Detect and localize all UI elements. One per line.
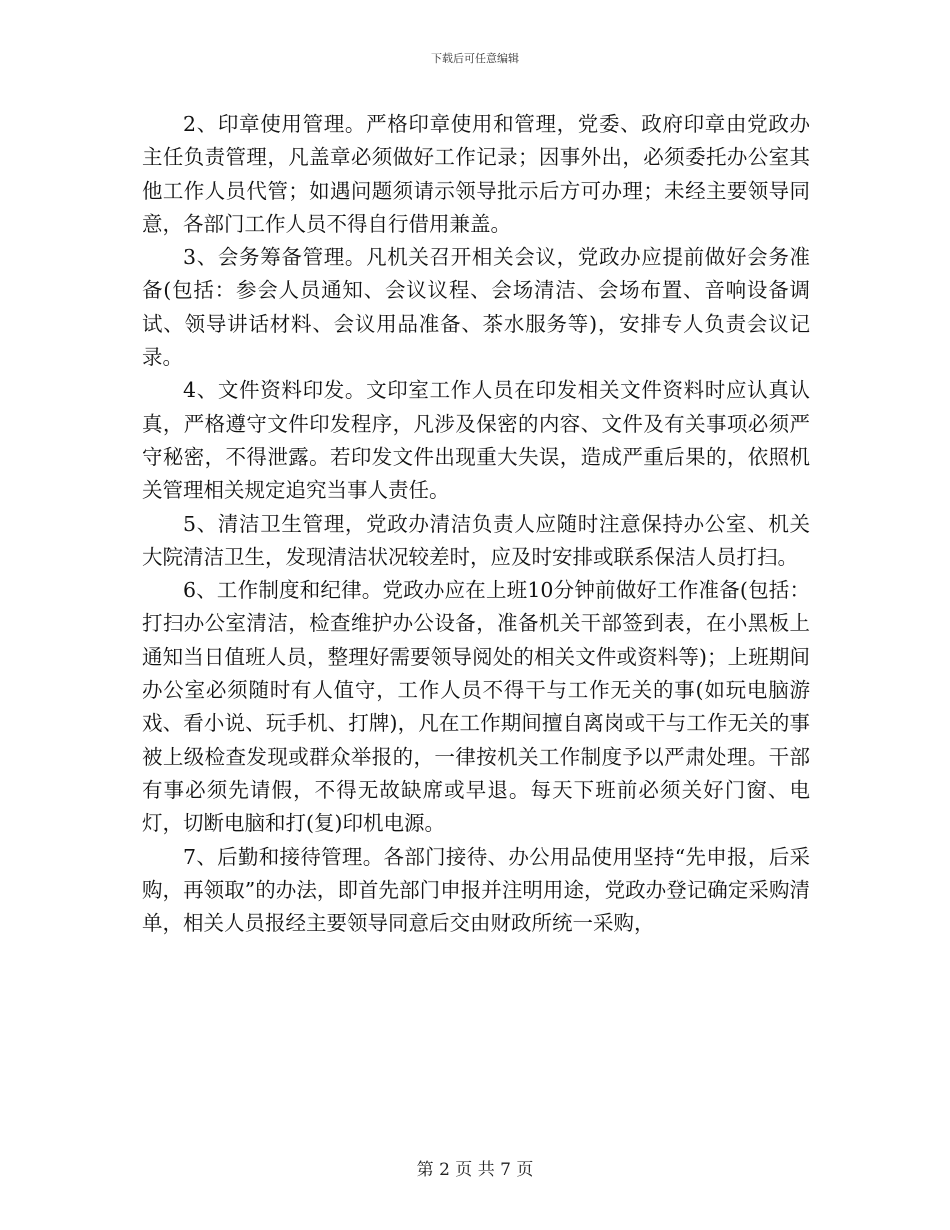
page-number-footer: 第 2 页 共 7 页 xyxy=(416,1160,534,1180)
paragraph-work-discipline: 6、工作制度和纪律。党政办应在上班10分钟前做好工作准备(包括：打扫办公室清洁，检查维护办公设备，准备机关干部签到表，在小黑板上通知当日值班人员，整理好需要领导阅处的相关文件或资料等)；上班期间办公室必须随时有人值守，工作人员不得干与工作无关的事(如玩电脑游戏、看小说、玩手机、打牌)，凡在工作期间擅自离岗或干与工作无关的事被上级检查发现或群众举报的，一律按机关工作制度予以严肃处理。干部有事必须先请假，不得无故缺席或早退。每天下班前必须关好门窗、电灯，切断电脑和打(复)印机电源。 xyxy=(142,578,810,836)
paragraph-document-printing: 4、文件资料印发。文印室工作人员在印发相关文件资料时应认真认真，严格遵守文件印发程序，凡涉及保密的内容、文件及有关事项必须严守秘密，不得泄露。若印发文件出现重大失误，造成严重后果的，依照机关管理相关规定追究当事人责任。 xyxy=(142,378,810,503)
paragraph-seal-management: 2、印章使用管理。严格印章使用和管理，党委、政府印章由党政办主任负责管理，凡盖章必须做好工作记录；因事外出，必须委托办公室其他工作人员代管；如遇问题须请示领导批示后方可办理；未经主要领导同意，各部门工作人员不得自行借用兼盖。 xyxy=(142,112,810,236)
page-header: 下载后可任意编辑 xyxy=(431,52,519,65)
paragraph-cleaning-management: 5、清洁卫生管理，党政办清洁负责人应随时注意保持办公室、机关大院清洁卫生，发现清洁状况较差时，应及时安排或联系保洁人员打扫。 xyxy=(142,511,810,569)
paragraph-logistics-reception: 7、后勤和接待管理。各部门接待、办公用品使用坚持“先申报，后采购，再领取”的办法，即首先部门申报并注明用途，党政办登记确定采购清单，相关人员报经主要领导同意后交由财政所统一采购， xyxy=(142,844,810,936)
document-body xyxy=(142,108,810,940)
paragraph-meeting-preparation: 3、会务筹备管理。凡机关召开相关会议，党政办应提前做好会务准备(包括：参会人员通知、会议议程、会场清洁、会场布置、音响设备调试、领导讲话材料、会议用品准备、茶水服务等)，安排专人负责会议记录。 xyxy=(142,245,810,370)
